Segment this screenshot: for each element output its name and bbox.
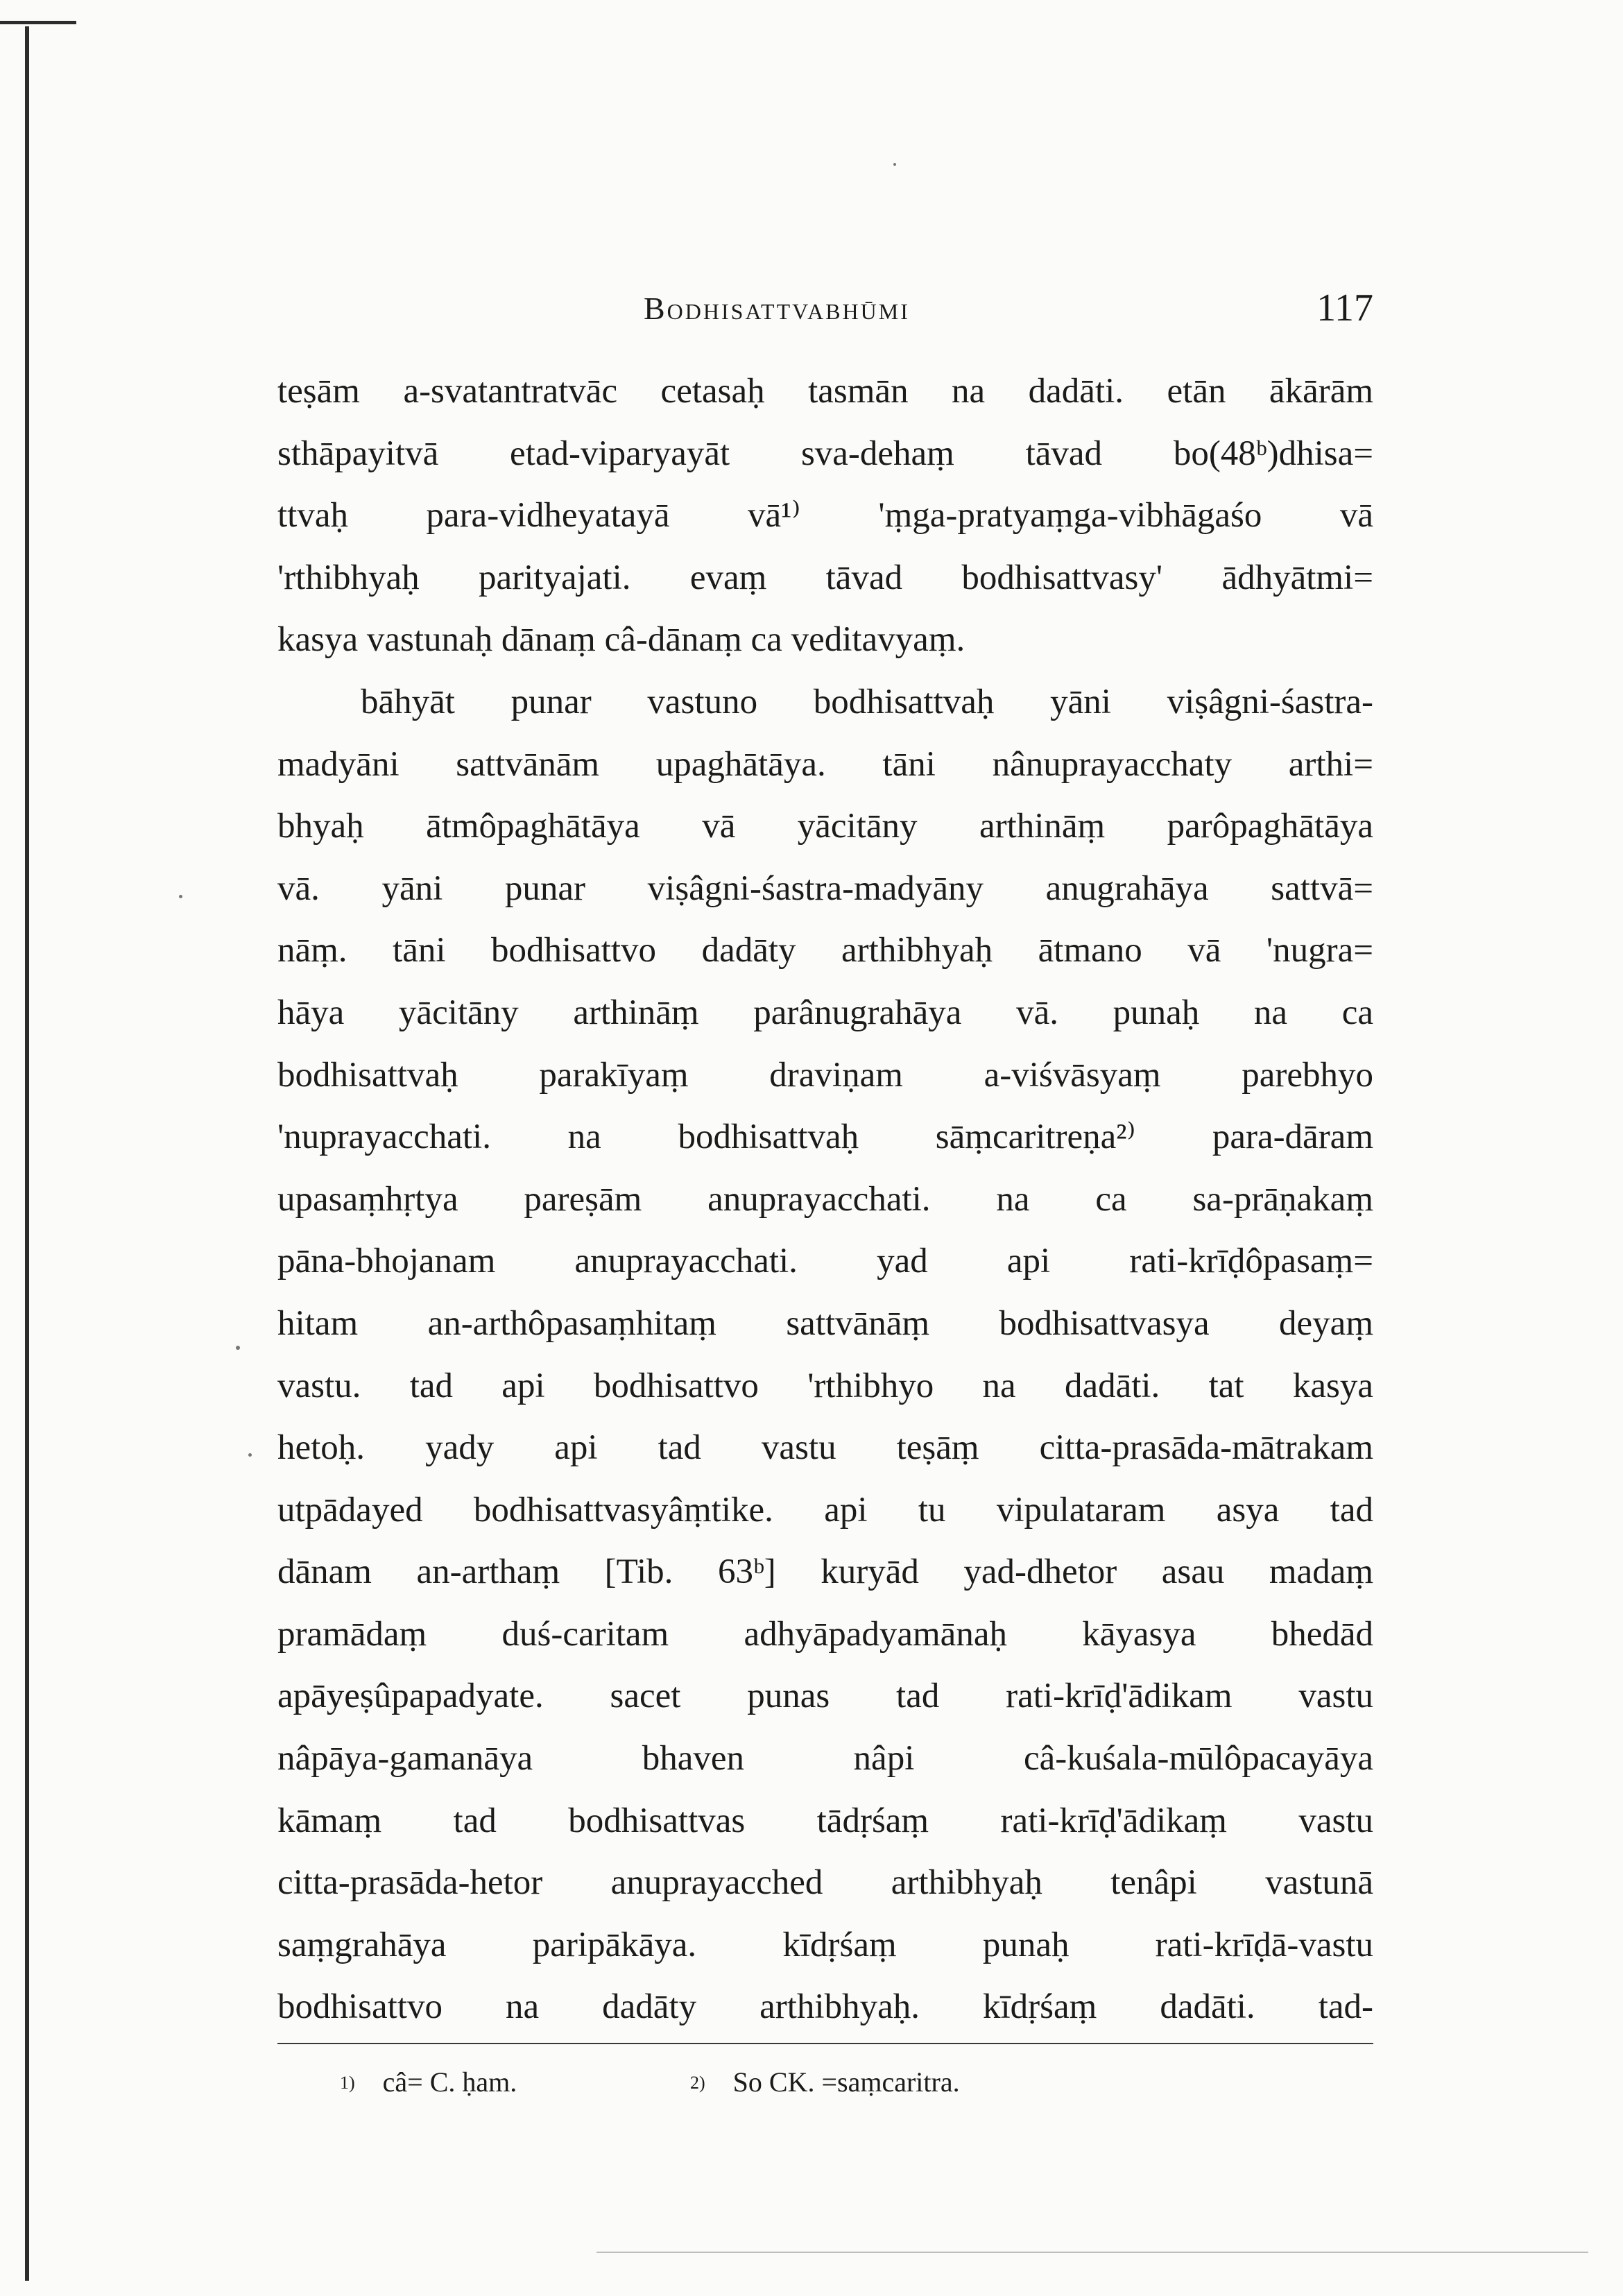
text-line-19: utpādayed bodhisattvasyâṃtike. api tu vipulataram asya tad [277, 1490, 1373, 1530]
text-line-23: nâpāya-gamanāya bhaven nâpi câ-kuśala-mūlôpacayāya [277, 1739, 1373, 1779]
text-line-7: madyāni sattvānām upaghātāya. tāni nânuprayacchaty arthi= [277, 744, 1373, 784]
footnote-1 [340, 2066, 517, 2098]
text-line-8: bhyaḥ ātmôpaghātāya vā yācitāny arthināṃ parôpaghātāya [277, 807, 1373, 846]
text-line-12: bodhisattvaḥ parakīyaṃ draviṇam a-viśvāsyaṃ parebhyo [277, 1055, 1373, 1095]
scan-speck [179, 895, 182, 898]
binding-edge-top [0, 21, 76, 24]
text-line-15: pāna-bhojanam anuprayacchati. yad api rati-krīḍôpasaṃ= [277, 1242, 1373, 1281]
text-line-4: 'rthibhyaḥ parityajati. evaṃ tāvad bodhisattvasy' ādhyātmi= [277, 558, 1373, 597]
text-line-14: upasaṃhṛtya pareṣām anuprayacchati. na ca sa-prāṇakaṃ [277, 1179, 1373, 1219]
text-line-25: citta-prasāda-hetor anuprayacched arthibhyaḥ tenâpi vastunā [277, 1863, 1373, 1903]
text-line-20: dānam an-arthaṃ [Tib. 63ᵇ] kuryād yad-dhetor asau madaṃ [277, 1552, 1373, 1592]
scan-bottom-edge [596, 2252, 1588, 2253]
text-line-27: bodhisattvo na dadāty arthibhyaḥ. kīdṛśaṃ dadāti. tad- [277, 1987, 1373, 2027]
text-line-16: hitam an-arthôpasaṃhitaṃ sattvānāṃ bodhisattvasya deyaṃ [277, 1303, 1373, 1343]
text-line-9: vā. yāni punar viṣâgni-śastra-madyāny anugrahāya sattvā= [277, 868, 1373, 908]
text-line-13: 'nuprayacchati. na bodhisattvaḥ sāṃcaritreṇa²⁾ para-dāram [277, 1117, 1373, 1157]
text-line-22: apāyeṣûpapadyate. sacet punas tad rati-krīḍ'ādikam vastu [277, 1677, 1373, 1716]
text-line-18: hetoḥ. yady api tad vastu teṣāṃ citta-prasāda-mātrakam [277, 1428, 1373, 1468]
text-line-6: bāhyāt punar vastuno bodhisattvaḥ yāni viṣâgni-śastra- [361, 682, 1373, 721]
footnote-2 [690, 2066, 960, 2098]
running-title: Bodhisattvabhūmi [644, 291, 910, 326]
page-number: 117 [1316, 286, 1373, 329]
text-line-21: pramādaṃ duś-caritam adhyāpadyamānaḥ kāyasya bhedād [277, 1614, 1373, 1654]
footnote-1-mark: 1) [340, 2073, 355, 2093]
footnote-rule [277, 2043, 1373, 2044]
footnote-1-text: câ= C. ḥam. [382, 2066, 517, 2098]
scan-speck [893, 163, 896, 166]
scan-speck [236, 1346, 240, 1350]
text-line-10: nāṃ. tāni bodhisattvo dadāty arthibhyaḥ ātmano vā 'nugra= [277, 931, 1373, 970]
running-head [277, 286, 1373, 339]
scan-speck [248, 1453, 252, 1457]
footnote-2-mark: 2) [690, 2073, 705, 2093]
text-line-1: teṣām a-svatantratvāc cetasaḥ tasmān na dadāti. etān ākārām [277, 372, 1373, 411]
text-line-5: kasya vastunaḥ dānaṃ câ-dānaṃ ca veditavyaṃ. [277, 620, 965, 660]
text-line-11: hāya yācitāny arthināṃ parânugrahāya vā. punaḥ na ca [277, 993, 1373, 1032]
footnote-2-text: So CK. =saṃcaritra. [732, 2066, 960, 2098]
text-line-26: saṃgrahāya paripākāya. kīdṛśaṃ punaḥ rati-krīḍā-vastu [277, 1925, 1373, 1964]
text-line-3: ttvaḥ para-vidheyatayā vā¹⁾ 'ṃga-pratyaṃga-vibhāgaśo vā [277, 496, 1373, 536]
binding-edge-left [25, 26, 29, 2281]
body-text [277, 361, 1373, 2039]
text-line-24: kāmaṃ tad bodhisattvas tādṛśaṃ rati-krīḍ'ādikaṃ vastu [277, 1801, 1373, 1840]
text-line-17: vastu. tad api bodhisattvo 'rthibhyo na dadāti. tat kasya [277, 1366, 1373, 1405]
text-line-2: sthāpayitvā etad-viparyayāt sva-dehaṃ tāvad bo(48ᵇ)dhisa= [277, 434, 1373, 473]
